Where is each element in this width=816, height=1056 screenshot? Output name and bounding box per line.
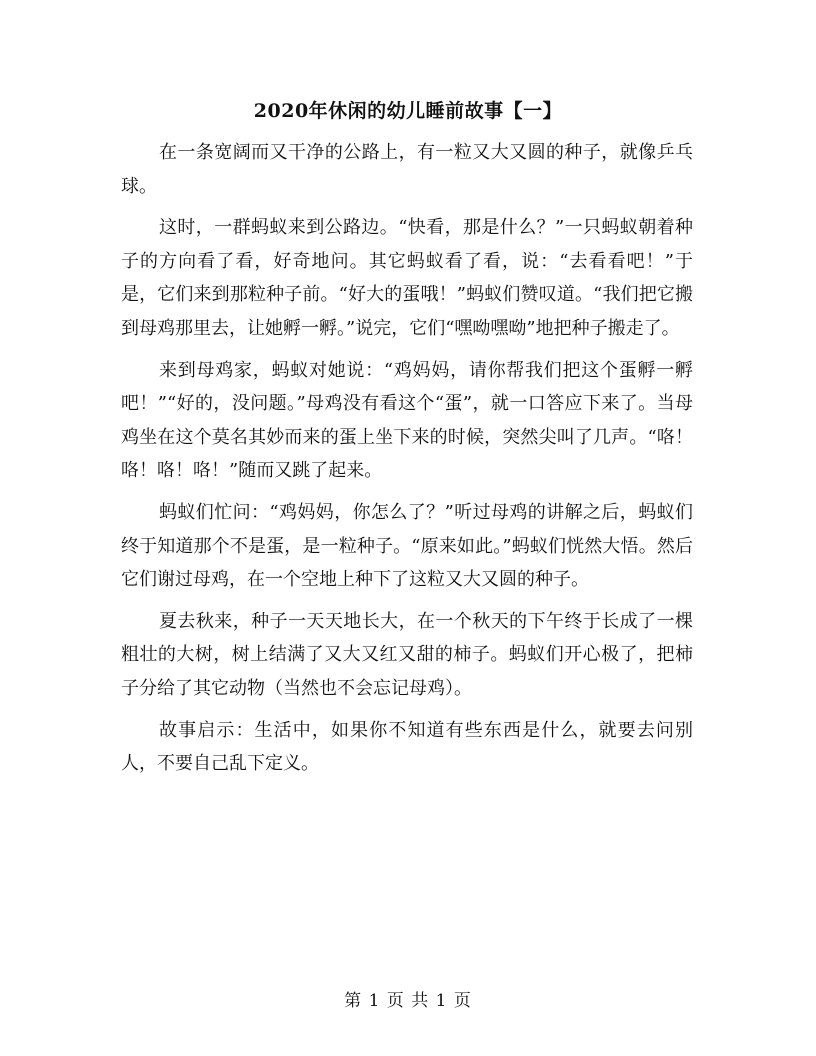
paragraph-6: 故事启示：生活中，如果你不知道有些东西是什么，就要去问别人，不要自己乱下定义。 xyxy=(121,719,693,775)
paragraph-4: 蚂蚁们忙问：“鸡妈妈，你怎么了？”听过母鸡的讲解之后，蚂蚁们终于知道那个不是蛋，是一粒种子。“原来如此。”蚂蚁们恍然大悟。然后它们谢过母鸡，在一个空地上种下了这粒又大又圆的种子。 xyxy=(121,501,693,591)
document-body xyxy=(121,136,693,789)
page-title: 2020年休闲的幼儿睡前故事【一】 xyxy=(253,100,563,122)
paragraph-1: 在一条宽阔而又干净的公路上，有一粒又大又圆的种子，就像乒乓球。 xyxy=(121,142,693,197)
paragraph-2: 这时，一群蚂蚁来到公路边。“快看，那是什么？”一只蚂蚁朝着种子的方向看了看，好奇地问。其它蚂蚁看了看，说：“去看看吧！”于是，它们来到那粒种子前。“好大的蛋哦！”蚂蚁们赞叹道。“我们把它搬到母鸡那里去，让她孵一孵。”说完，它们“嘿呦嘿呦”地把种子搬走了。 xyxy=(121,217,693,339)
paragraph-5: 夏去秋来，种子一天天地长大，在一个秋天的下午终于长成了一棵粗壮的大树，树上结满了又大又红又甜的柿子。蚂蚁们开心极了，把柿子分给了其它动物（当然也不会忘记母鸡）。 xyxy=(121,610,693,699)
paragraph-3: 来到母鸡家，蚂蚁对她说：“鸡妈妈，请你帮我们把这个蛋孵一孵吧！”“好的，没问题。”母鸡没有看这个“蛋”，就一口答应下来了。当母鸡坐在这个莫名其妙而来的蛋上坐下来的时候，突然尖叫了几声。“咯！咯！咯！咯！”随而又跳了起来。 xyxy=(121,359,693,482)
page-number: 第 1 页 共 1 页 xyxy=(344,991,472,1011)
